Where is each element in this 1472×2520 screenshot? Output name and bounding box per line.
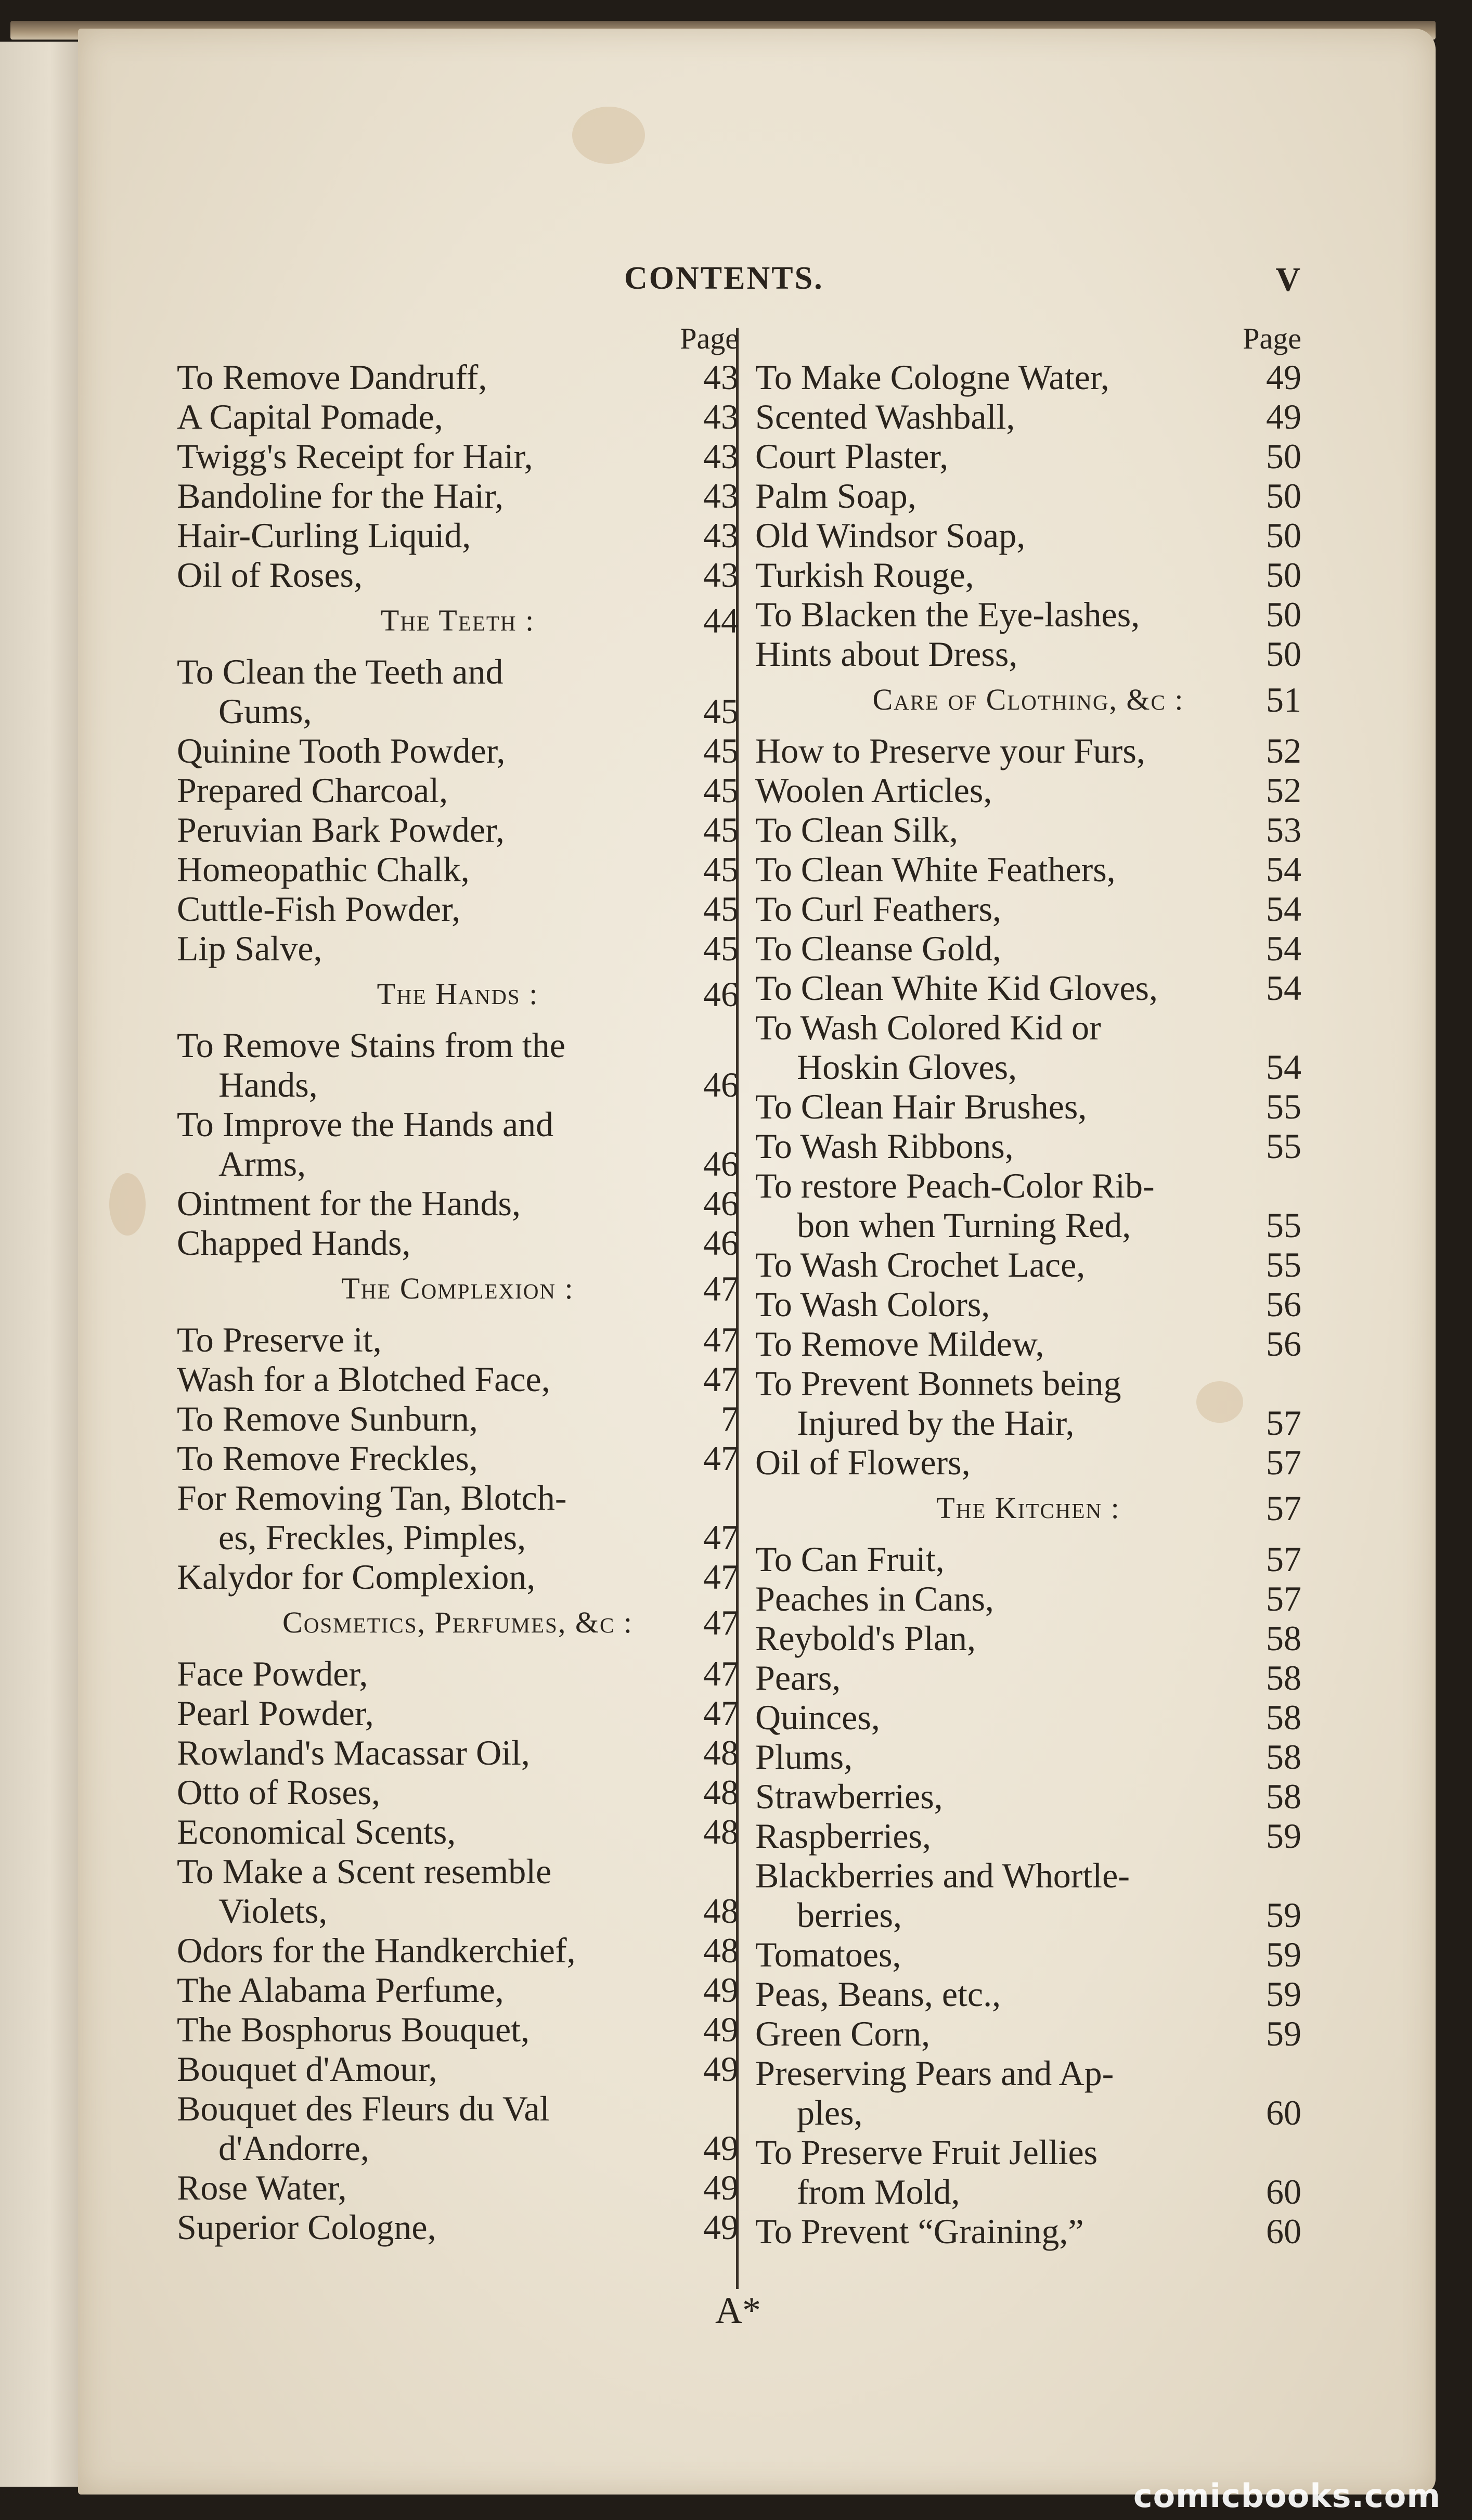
entry-page-number: 45 [703,731,739,770]
entry-title: Hints about Dress, [755,634,1018,674]
entry-title: How to Preserve your Furs, [755,731,1145,770]
entry-title: Quinine Tooth Powder, [177,731,506,770]
contents-entry [177,357,739,397]
contents-entry [177,770,739,810]
contents-entry [177,2168,739,2207]
contents-entry [177,889,739,929]
entry-title: Rowland's Macassar Oil, [177,1733,530,1772]
contents-entry [177,1104,739,1184]
entry-page-number: 47 [703,1693,739,1733]
contents-entry [755,1777,1301,1816]
entry-title: Injured by the Hair, [797,1403,1075,1443]
entry-page-number: 56 [1266,1324,1301,1364]
entry-page-number: 52 [1266,770,1301,810]
entry-page-number: 7 [721,1399,739,1438]
entry-title: Preserving Pears and Ap- [755,2053,1114,2093]
entry-title: Turkish Rouge, [755,555,974,595]
contents-entry [755,2132,1301,2212]
entry-title: Twigg's Receipt for Hair, [177,436,533,476]
entry-title: To Remove Freckles, [177,1438,478,1478]
contents-entry [755,1284,1301,1324]
contents-entry [177,929,739,968]
contents-list-right [755,357,1301,2251]
contents-entry [177,2010,739,2049]
entry-title: Lip Salve, [177,929,322,968]
section-title: Care of Clothing, &c : [872,683,1184,716]
watermark: comicbooks.com [1133,2477,1441,2515]
entry-page-number: 50 [1266,436,1301,476]
entry-page-number: 43 [703,476,739,516]
entry-title: Pearl Powder, [177,1693,374,1733]
entry-page-number: 53 [1266,810,1301,850]
entry-title: To Prevent Bonnets being [755,1364,1121,1403]
signature-mark: A* [715,2290,761,2331]
entry-page-number: 49 [1266,357,1301,397]
entry-title: To restore Peach-Color Rib- [755,1166,1155,1205]
contents-entry [177,1733,739,1772]
entry-title: To Clean White Feathers, [755,850,1116,889]
entry-title: Hair-Curling Liquid, [177,516,471,555]
entry-title: Cuttle-Fish Powder, [177,889,461,929]
entry-title: d'Andorre, [218,2128,369,2168]
contents-entry [755,476,1301,516]
entry-page-number: 47 [703,1269,739,1308]
contents-entry [177,1320,739,1359]
entry-title: To Preserve it, [177,1320,382,1359]
header-title: CONTENTS. [624,261,824,296]
contents-entry [755,731,1301,770]
entry-title: Bandoline for the Hair, [177,476,503,516]
entry-title: To Can Fruit, [755,1539,945,1579]
entry-page-number: 46 [703,1184,739,1223]
entry-page-number: 43 [703,357,739,397]
entry-title: Palm Soap, [755,476,916,516]
entry-page-number: 49 [703,2010,739,2049]
entry-title: Pears, [755,1658,841,1698]
section-title: Cosmetics, Perfumes, &c : [282,1605,633,1639]
entry-title: Peas, Beans, etc., [755,1974,1001,2014]
entry-title: To Wash Crochet Lace, [755,1245,1086,1284]
entry-page-number: 48 [703,1733,739,1772]
entry-page-number: 54 [1266,889,1301,929]
entry-page-number: 48 [703,1931,739,1970]
contents-entry [177,1852,739,1931]
entry-page-number: 49 [703,2049,739,2089]
entry-title: Reybold's Plan, [755,1618,976,1658]
entry-title: Rose Water, [177,2168,347,2207]
contents-entry [177,2049,739,2089]
entry-page-number: 45 [703,810,739,850]
contents-entry [177,436,739,476]
contents-entry [755,516,1301,555]
entry-page-number: 59 [1266,1895,1301,1935]
entry-page-number: 58 [1266,1737,1301,1777]
section-heading [177,1597,739,1654]
contents-entry [755,1737,1301,1777]
entry-page-number: 54 [1266,850,1301,889]
paper-stain [572,107,645,164]
contents-entry [755,2212,1301,2251]
entry-title: To Preserve Fruit Jellies [755,2132,1098,2172]
contents-entry [755,357,1301,397]
entry-page-number: 47 [703,1438,739,1478]
entry-page-number: 55 [1266,1126,1301,1166]
contents-entry [177,516,739,555]
entry-title: To Prevent “Graining,” [755,2212,1084,2251]
facing-page-edge [0,42,86,2487]
entry-page-number: 43 [703,436,739,476]
entry-page-number: 49 [703,2128,739,2168]
contents-entry [755,968,1301,1008]
contents-entry [755,1126,1301,1166]
entry-title: Oil of Roses, [177,555,363,595]
contents-entry [177,397,739,436]
entry-title: To Blacken the Eye-lashes, [755,595,1140,634]
entry-page-number: 51 [1266,680,1301,719]
entry-title: Raspberries, [755,1816,932,1856]
contents-entry [177,2207,739,2247]
entry-title: To Clean the Teeth and [177,652,503,691]
section-heading [177,1263,739,1320]
entry-title: For Removing Tan, Blotch- [177,1478,567,1518]
contents-entry [177,810,739,850]
entry-title: Old Windsor Soap, [755,516,1026,555]
entry-title: Prepared Charcoal, [177,770,448,810]
contents-entry [755,1856,1301,1935]
entry-title: To Curl Feathers, [755,889,1002,929]
contents-entry [755,1245,1301,1284]
entry-page-number: 48 [703,1772,739,1812]
entry-title: To Clean White Kid Gloves, [755,968,1158,1008]
entry-page-number: 57 [1266,1539,1301,1579]
contents-entry [177,1025,739,1104]
entry-page-number: 56 [1266,1284,1301,1324]
header-page-number: V [1275,261,1300,299]
entry-page-number: 49 [1266,397,1301,436]
contents-entry [755,810,1301,850]
entry-page-number: 59 [1266,1974,1301,2014]
entry-page-number: 44 [703,601,739,640]
entry-title: Peruvian Bark Powder, [177,810,505,850]
contents-entry [755,1324,1301,1364]
entry-page-number: 45 [703,889,739,929]
contents-entry [755,436,1301,476]
contents-entry [755,889,1301,929]
contents-entry [755,929,1301,968]
contents-entry [177,2089,739,2168]
entry-title: The Bosphorus Bouquet, [177,2010,530,2049]
entry-title: To Wash Ribbons, [755,1126,1014,1166]
contents-entry [755,1364,1301,1443]
section-title: The Teeth : [380,603,535,637]
entry-title: A Capital Pomade, [177,397,443,436]
paper-stain [109,1173,146,1236]
entry-page-number: 57 [1266,1403,1301,1443]
entry-title: Bouquet des Fleurs du Val [177,2089,550,2128]
section-title: The Complexion : [341,1271,574,1305]
entry-title: To Clean Silk, [755,810,959,850]
entry-page-number: 57 [1266,1443,1301,1482]
entry-title: To Remove Stains from the [177,1025,565,1065]
contents-entry [755,634,1301,674]
entry-title: Hands, [218,1065,318,1104]
entry-page-number: 45 [703,770,739,810]
entry-title: To Wash Colors, [755,1284,990,1324]
entry-page-number: 47 [703,1603,739,1642]
contents-entry [755,1658,1301,1698]
entry-title: Hoskin Gloves, [797,1047,1017,1087]
entry-page-number: 58 [1266,1618,1301,1658]
entry-title: berries, [797,1895,902,1935]
entry-title: es, Freckles, Pimples, [218,1518,526,1557]
entry-title: Quinces, [755,1698,880,1737]
section-title: The Kitchen : [936,1491,1120,1525]
entry-title: To Clean Hair Brushes, [755,1087,1087,1126]
section-heading [177,595,739,652]
contents-entry [177,1931,739,1970]
contents-entry [755,1579,1301,1618]
running-header [624,260,1300,307]
entry-title: Ointment for the Hands, [177,1184,521,1223]
contents-entry [755,397,1301,436]
contents-entry [755,1935,1301,1974]
contents-entry [755,850,1301,889]
entry-page-number: 43 [703,516,739,555]
entry-title: Plums, [755,1737,853,1777]
entry-page-number: 43 [703,555,739,595]
entry-title: Woolen Articles, [755,770,992,810]
contents-entry [177,850,739,889]
contents-entry [755,770,1301,810]
entry-title: ples, [797,2093,863,2132]
contents-entry [755,2053,1301,2132]
entry-title: The Alabama Perfume, [177,1970,504,2010]
entry-title: To Cleanse Gold, [755,929,1002,968]
entry-page-number: 50 [1266,634,1301,674]
contents-entry [755,2014,1301,2053]
entry-page-number: 58 [1266,1777,1301,1816]
contents-entry [755,1087,1301,1126]
entry-page-number: 49 [703,2207,739,2247]
entry-page-number: 46 [703,1223,739,1263]
contents-column-right [755,320,1301,2251]
entry-title: Wash for a Blotched Face, [177,1359,550,1399]
entry-title: To Remove Dandruff, [177,357,487,397]
entry-title: Scented Washball, [755,397,1015,436]
contents-entry [177,1772,739,1812]
entry-page-number: 60 [1266,2172,1301,2212]
entry-title: Odors for the Handkerchief, [177,1931,576,1970]
contents-entry [177,1399,739,1438]
entry-title: Otto of Roses, [177,1772,380,1812]
contents-list-left [177,357,739,2247]
entry-page-number: 50 [1266,476,1301,516]
entry-page-number: 45 [703,929,739,968]
contents-column-left [177,320,739,2247]
contents-entry [755,1166,1301,1245]
contents-entry [755,1618,1301,1658]
entry-page-number: 55 [1266,1087,1301,1126]
entry-page-number: 48 [703,1812,739,1852]
entry-page-number: 52 [1266,731,1301,770]
contents-entry [177,1557,739,1597]
entry-title: Superior Cologne, [177,2207,436,2247]
entry-title: Court Plaster, [755,436,949,476]
section-heading [755,1482,1301,1539]
contents-entry [177,1970,739,2010]
entry-title: Peaches in Cans, [755,1579,994,1618]
entry-title: To Make a Scent resemble [177,1852,552,1891]
entry-title: To Wash Colored Kid or [755,1008,1101,1047]
entry-page-number: 57 [1266,1579,1301,1618]
entry-page-number: 47 [703,1320,739,1359]
contents-entry [755,1443,1301,1482]
entry-page-number: 46 [703,974,739,1014]
entry-title: bon when Turning Red, [797,1205,1131,1245]
entry-page-number: 59 [1266,1816,1301,1856]
contents-entry [755,1974,1301,2014]
page-column-label: Page [680,322,739,355]
entry-title: To Make Cologne Water, [755,357,1109,397]
entry-page-number: 50 [1266,555,1301,595]
contents-entry [177,1812,739,1852]
contents-entry [755,555,1301,595]
entry-page-number: 54 [1266,929,1301,968]
entry-page-number: 48 [703,1891,739,1931]
entry-title: Violets, [218,1891,328,1931]
entry-page-number: 45 [703,691,739,731]
entry-title: Green Corn, [755,2014,931,2053]
page-column-label: Page [1243,322,1301,355]
entry-page-number: 58 [1266,1658,1301,1698]
contents-entry [755,1539,1301,1579]
entry-page-number: 58 [1266,1698,1301,1737]
entry-page-number: 45 [703,850,739,889]
entry-title: Kalydor for Complexion, [177,1557,536,1597]
contents-entry [177,555,739,595]
entry-page-number: 43 [703,397,739,436]
entry-title: Face Powder, [177,1654,368,1693]
contents-entry [755,1816,1301,1856]
entry-title: Economical Scents, [177,1812,456,1852]
entry-title: Gums, [218,691,312,731]
contents-entry [177,1654,739,1693]
contents-entry [177,1184,739,1223]
entry-page-number: 50 [1266,595,1301,634]
entry-page-number: 54 [1266,1047,1301,1087]
entry-title: To Improve the Hands and [177,1104,554,1144]
entry-title: To Remove Mildew, [755,1324,1044,1364]
entry-page-number: 46 [703,1065,739,1104]
entry-title: Homeopathic Chalk, [177,850,470,889]
contents-entry [177,1223,739,1263]
entry-title: Arms, [218,1144,306,1184]
contents-entry [755,595,1301,634]
section-title: The Hands : [377,977,539,1011]
entry-page-number: 59 [1266,2014,1301,2053]
entry-page-number: 46 [703,1144,739,1184]
contents-entry [177,731,739,770]
contents-entry [755,1008,1301,1087]
entry-page-number: 55 [1266,1245,1301,1284]
contents-entry [177,652,739,731]
contents-entry [177,1438,739,1478]
contents-entry [177,1693,739,1733]
entry-page-number: 57 [1266,1488,1301,1528]
entry-page-number: 47 [703,1359,739,1399]
section-heading [755,674,1301,731]
contents-entry [177,476,739,516]
entry-page-number: 55 [1266,1205,1301,1245]
entry-title: To Remove Sunburn, [177,1399,478,1438]
contents-entry [755,1698,1301,1737]
section-heading [177,968,739,1025]
entry-page-number: 47 [703,1654,739,1693]
contents-entry [177,1478,739,1557]
entry-page-number: 47 [703,1557,739,1597]
entry-page-number: 49 [703,1970,739,2010]
entry-title: Chapped Hands, [177,1223,411,1263]
entry-page-number: 59 [1266,1935,1301,1974]
entry-title: Strawberries, [755,1777,943,1816]
entry-page-number: 60 [1266,2212,1301,2251]
contents-entry [177,1359,739,1399]
entry-page-number: 49 [703,2168,739,2207]
entry-title: Oil of Flowers, [755,1443,971,1482]
entry-page-number: 54 [1266,968,1301,1008]
entry-page-number: 60 [1266,2093,1301,2132]
entry-title: from Mold, [797,2172,960,2212]
entry-page-number: 47 [703,1518,739,1557]
entry-title: Tomatoes, [755,1935,901,1974]
entry-title: Bouquet d'Amour, [177,2049,437,2089]
entry-page-number: 50 [1266,516,1301,555]
entry-title: Blackberries and Whortle- [755,1856,1130,1895]
